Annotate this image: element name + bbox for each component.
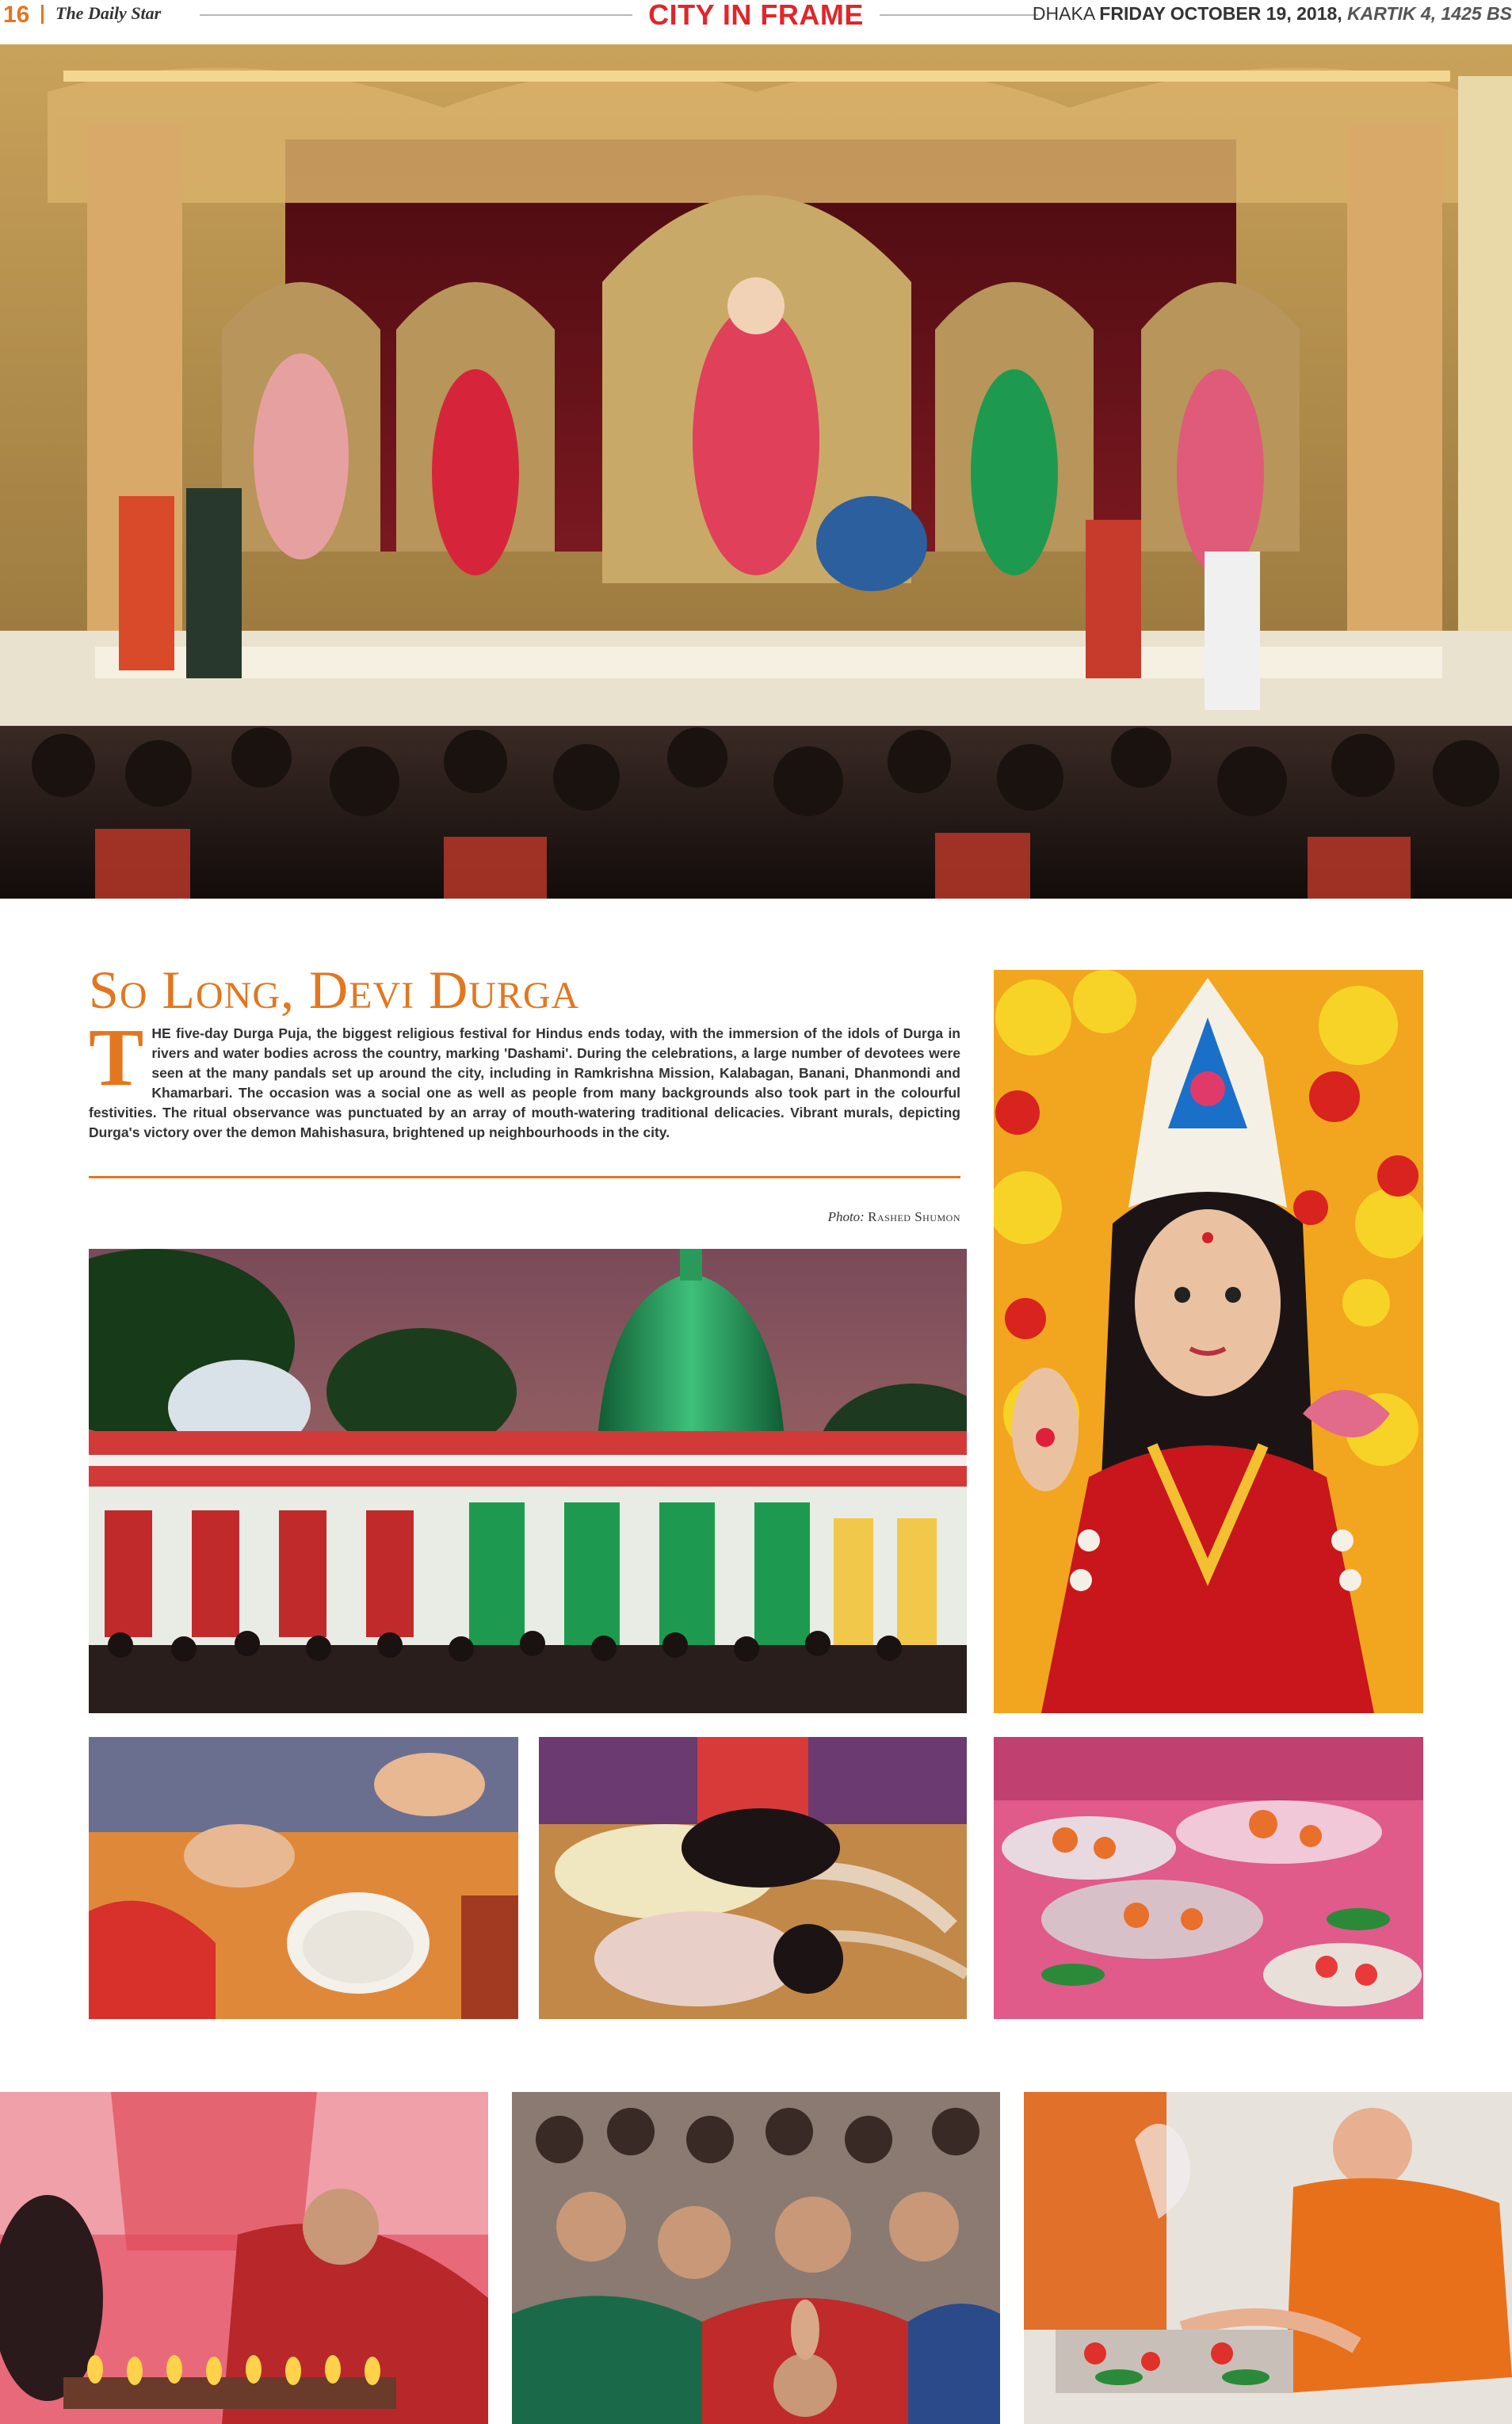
photo-credit xyxy=(713,1209,960,1225)
photo-woman-lighting-lamps xyxy=(0,2092,488,2424)
dateline xyxy=(1033,3,1512,25)
section-title: CITY IN FRAME xyxy=(648,0,864,31)
article-body xyxy=(89,1012,960,1143)
article-dropcap: T xyxy=(89,1012,144,1103)
header-rule-left xyxy=(200,14,632,16)
header-rule-right xyxy=(880,14,1038,16)
photo-priest-ritual xyxy=(1024,2092,1512,2424)
photo-temple-dusk xyxy=(89,1249,967,1713)
page-header xyxy=(0,0,1512,32)
photo-hands-offering xyxy=(89,1737,518,2019)
dateline-bengali-date: KARTIK 4, 1425 BS xyxy=(1347,3,1512,24)
hero-photo-pandal-stage xyxy=(0,44,1512,899)
article-paragraph: HE five-day Durga Puja, the biggest religious festival for Hindus ends today, with the immersion of the idols of Durga in rivers and water bodies across the country, marking 'Dashami'. During the celebrations, a large number of devotees were seen at the many pandals set up around the city, including in Ramkrishna Mission, Kalabagan, Banani, Dhanmondi and Khamarbari. The occasion was a social one as well as people from many backgrounds also took part in the colourful festivities. The ritual observance was punctuated by an array of mouth-watering traditional delicacies. Vibrant murals, depicting Durga's victory over the demon Mahishasura, brightened up neighbourhoods in the city. xyxy=(89,1025,960,1140)
page-number: 16 xyxy=(3,2,30,28)
photo-credit-name: Rashed Shumon xyxy=(868,1209,960,1224)
masthead-logo: The Daily Star xyxy=(55,3,162,23)
page-number-divider xyxy=(41,5,44,24)
photo-worshippers-praying xyxy=(512,2092,1000,2424)
article-headline: So Long, Devi Durga xyxy=(89,960,580,1020)
article-divider xyxy=(89,1176,960,1178)
dateline-city: DHAKA xyxy=(1032,3,1094,24)
photo-kumari-girl xyxy=(994,970,1423,1713)
dateline-date: FRIDAY OCTOBER 19, 2018, xyxy=(1099,3,1342,24)
photo-credit-label: Photo: xyxy=(827,1209,865,1224)
photo-devotees-bowing xyxy=(539,1737,967,2019)
photo-prasad-platters xyxy=(994,1737,1423,2019)
